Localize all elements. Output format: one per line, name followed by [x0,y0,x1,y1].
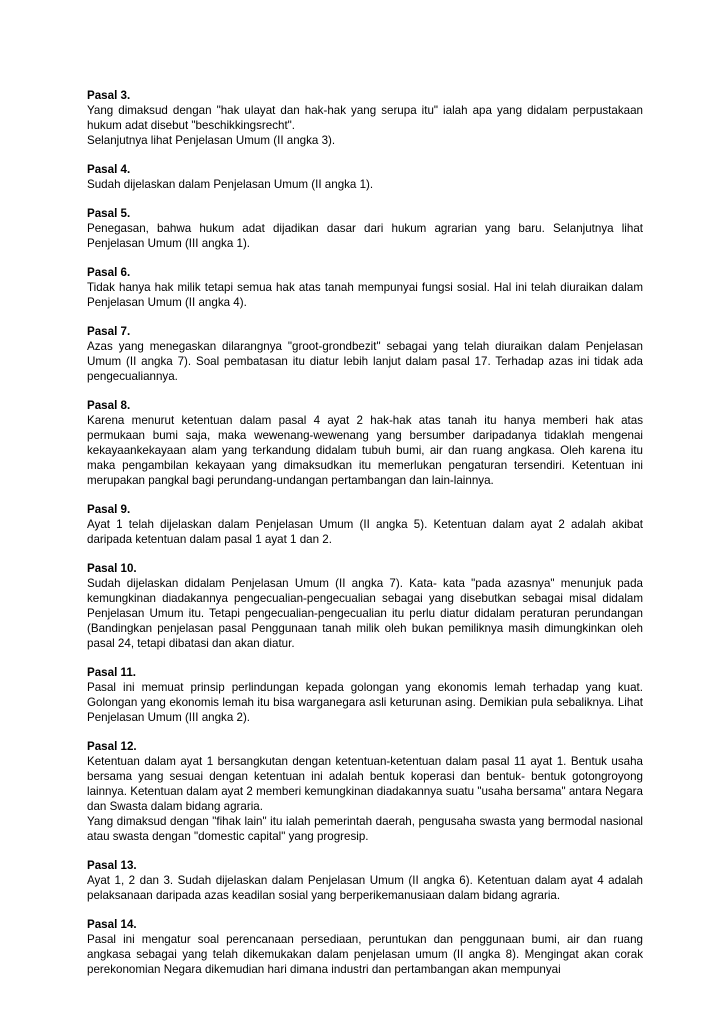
section-paragraph: Tidak hanya hak milik tetapi semua hak atas tanah mempunyai fungsi sosial. Hal ini telah diuraikan dalam Penjelasan Umum (II angka 4). [87,281,643,309]
section-paragraph: Pasal ini mengatur soal perencanaan persediaan, peruntukan dan penggunaan bumi, air dan ruang angkasa sebagai yang telah dikemukakan dalam penjelasan umum (II angka 8). Mengingat akan corak perekonomian Negara dikemudian hari dimana industri dan pertambangan akan mempunyai [87,933,643,976]
section-paragraph: Sudah dijelaskan dalam Penjelasan Umum (II angka 1). [87,178,374,191]
section-title: Pasal 7. [87,325,131,338]
document-page [87,88,643,991]
section-pasal-13 [87,858,643,903]
section-paragraph: Yang dimaksud dengan "hak ulayat dan hak-hak yang serupa itu" ialah apa yang didalam perpustakaan hukum adat disebut "beschikkingsrecht". [87,104,643,132]
section-pasal-12 [87,739,643,844]
section-pasal-7 [87,324,643,384]
section-title: Pasal 6. [87,266,131,279]
section-paragraph: Azas yang menegaskan dilarangnya "groot-grondbezit" sebagai yang telah diuraikan dalam Penjelasan Umum (II angka 7). Soal pembatasan itu diatur lebih lanjut dalam pasal 17. Terhadap azas ini tidak ada pengecualiannya. [87,340,643,383]
section-pasal-8 [87,398,643,488]
section-paragraph: Ayat 1, 2 dan 3. Sudah dijelaskan dalam Penjelasan Umum (II angka 6). Ketentuan dalam ayat 4 adalah pelaksanaan daripada azas keadilan sosial yang berperikemanusiaan dalam bidang agraria. [87,874,643,902]
section-title: Pasal 14. [87,918,137,931]
section-pasal-4 [87,162,643,192]
section-title: Pasal 8. [87,399,131,412]
section-pasal-14 [87,917,643,977]
section-paragraph: Pasal ini memuat prinsip perlindungan kepada golongan yang ekonomis lemah terhadap yang kuat. Golongan yang ekonomis lemah itu bisa warganegara asli keturunan asing. Demikian pula sebaliknya. Lihat Penjelasan Umum (III angka 2). [87,681,643,724]
section-paragraph: Ketentuan dalam ayat 1 bersangkutan dengan ketentuan-ketentuan dalam pasal 11 ayat 1. Bentuk usaha bersama yang sesuai dengan ketentuan ini adalah bentuk koperasi dan bentuk- bentuk gotongroyong lainnya. Ketentuan dalam ayat 2 memberi kemungkinan diadakannya suatu "usaha bersama" antara Negara dan Swasta dalam bidang agraria. [87,755,643,813]
section-pasal-11 [87,665,643,725]
section-title: Pasal 13. [87,859,137,872]
section-pasal-5 [87,206,643,251]
section-title: Pasal 9. [87,503,131,516]
section-paragraph: Karena menurut ketentuan dalam pasal 4 ayat 2 hak-hak atas tanah itu hanya memberi hak atas permukaan bumi saja, maka wewenang-wewenang yang bersumber daripadanya tidaklah mengenai kekayaankekayaan alam yang terkandung didalam tubuh bumi, air dan ruang angkasa. Oleh karena itu maka pengambilan kekayaan yang dimaksudkan itu memerlukan pengaturan tersendiri. Ketentuan ini merupakan pangkal bagi perundang-undangan pertambangan dan lain-lainnya. [87,414,643,487]
section-pasal-3 [87,88,643,148]
section-paragraph: Yang dimaksud dengan "fihak lain" itu ialah pemerintah daerah, pengusaha swasta yang bermodal nasional atau swasta dengan "domestic capital" yang progresip. [87,815,643,843]
section-title: Pasal 5. [87,207,131,220]
section-title: Pasal 3. [87,89,131,102]
section-paragraph: Sudah dijelaskan didalam Penjelasan Umum (II angka 7). Kata- kata "pada azasnya" menunjuk pada kemungkinan diadakannya pengecualian-pengecualian sebagai yang disebutkan sebagai misal didalam Penjelasan Umum itu. Tetapi pengecualian-pengecualian itu perlu diatur didalam peraturan perundangan (Bandingkan penjelasan pasal Penggunaan tanah milik oleh bukan pemiliknya masih dimungkinkan oleh pasal 24, tetapi dibatasi dan akan diatur. [87,577,643,650]
section-title: Pasal 11. [87,666,136,679]
section-paragraph: Ayat 1 telah dijelaskan dalam Penjelasan Umum (II angka 5). Ketentuan dalam ayat 2 adalah akibat daripada ketentuan dalam pasal 1 ayat 1 dan 2. [87,518,643,546]
section-title: Pasal 10. [87,562,137,575]
section-paragraph: Selanjutnya lihat Penjelasan Umum (II angka 3). [87,134,336,147]
section-pasal-6 [87,265,643,310]
section-pasal-10 [87,561,643,651]
section-pasal-9 [87,502,643,547]
section-paragraph: Penegasan, bahwa hukum adat dijadikan dasar dari hukum agrarian yang baru. Selanjutnya lihat Penjelasan Umum (III angka 1). [87,222,643,250]
section-title: Pasal 4. [87,163,131,176]
section-title: Pasal 12. [87,740,137,753]
